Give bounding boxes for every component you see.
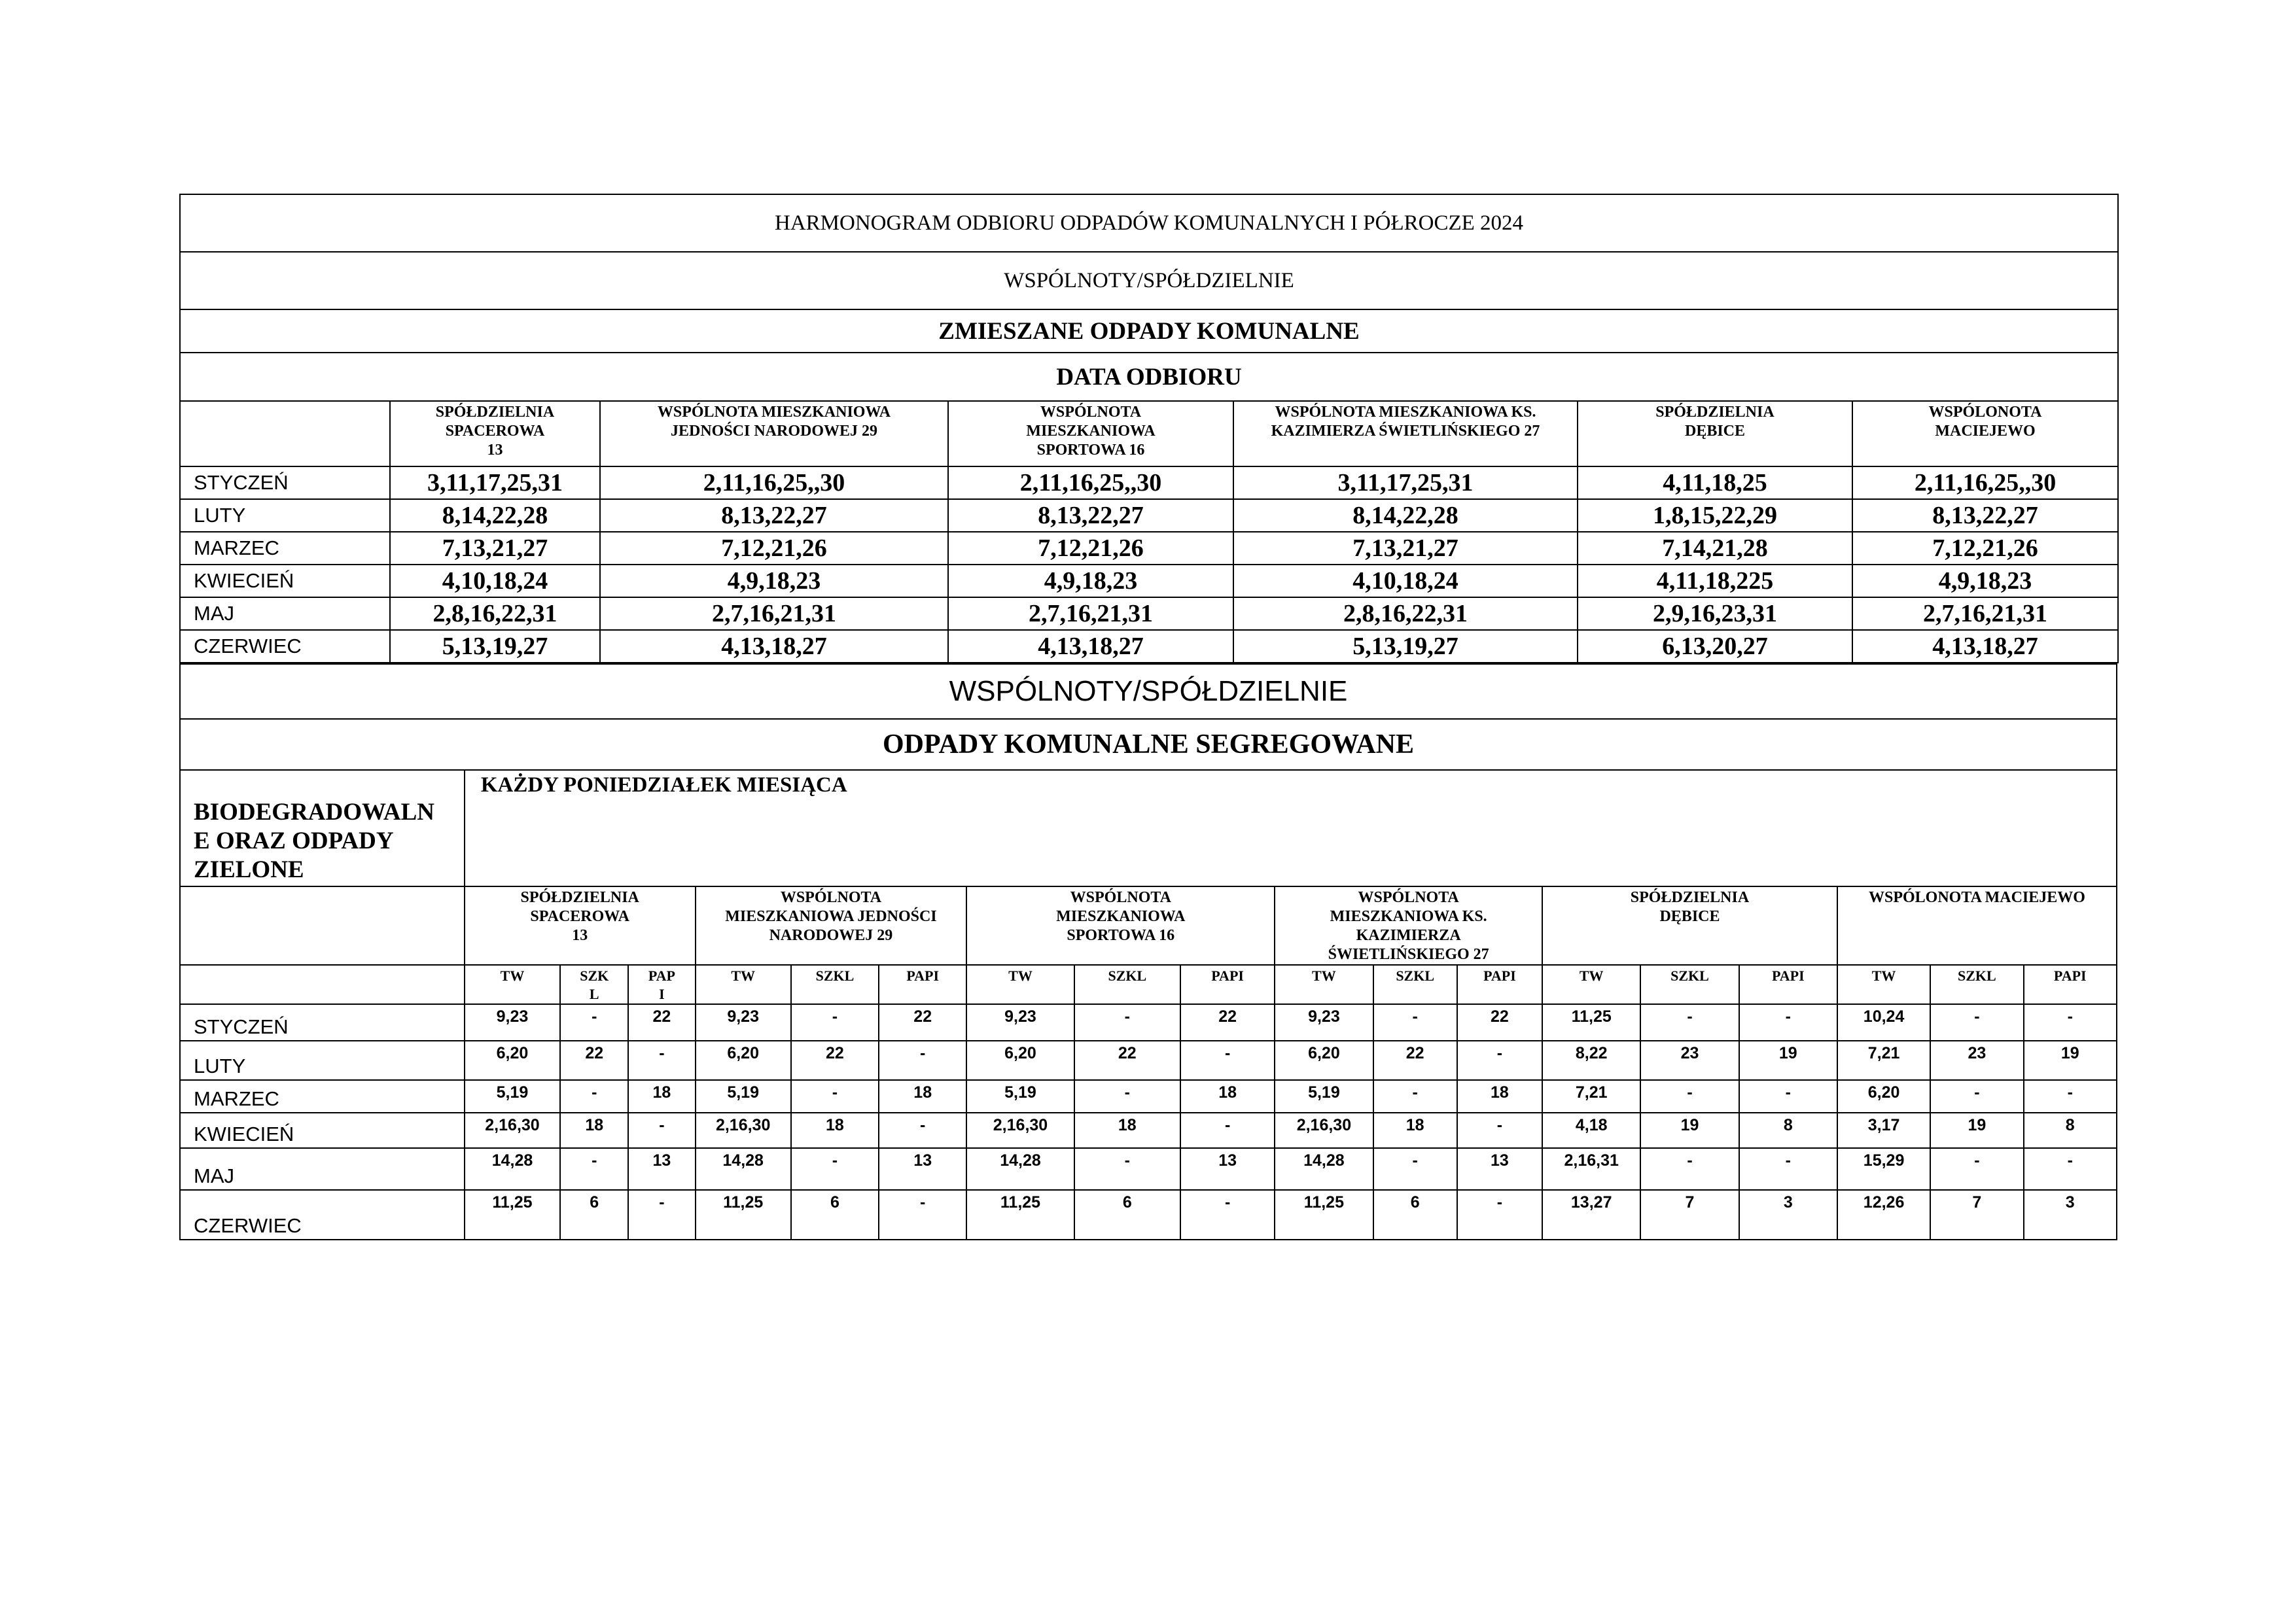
bio-label-line-3: ZIELONE bbox=[194, 856, 304, 883]
pickup-value: - bbox=[2024, 1080, 2117, 1113]
month-row bbox=[180, 1041, 2117, 1080]
pickup-value: 18 bbox=[1457, 1080, 1542, 1113]
segregated-subheader-row bbox=[180, 965, 2117, 1004]
pickup-value: 18 bbox=[1074, 1113, 1180, 1148]
location-header-line: SPORTOWA 16 bbox=[1067, 927, 1175, 944]
location-header-line: WSPÓLONOTA MACIEJEWO bbox=[1869, 889, 2085, 906]
location-header bbox=[1578, 401, 1852, 466]
waste-type-tw: TW bbox=[465, 965, 560, 1004]
pickup-value: 11,25 bbox=[1275, 1190, 1373, 1240]
pickup-value: - bbox=[1739, 1148, 1837, 1190]
waste-type-paper-line: PAPI bbox=[2053, 968, 2087, 984]
month-row bbox=[180, 499, 2118, 532]
month-label: KWIECIEŃ bbox=[180, 565, 390, 597]
pickup-value: 13 bbox=[628, 1148, 695, 1190]
pickup-dates: 4,11,18,225 bbox=[1578, 565, 1852, 597]
pickup-value: 22 bbox=[1457, 1004, 1542, 1041]
location-header-line: 13 bbox=[572, 927, 588, 944]
pickup-value: 2,16,30 bbox=[696, 1113, 791, 1148]
month-label: CZERWIEC bbox=[180, 1190, 465, 1240]
pickup-value: - bbox=[1739, 1004, 1837, 1041]
pickup-dates: 2,7,16,21,31 bbox=[948, 597, 1233, 630]
month-label: LUTY bbox=[180, 499, 390, 532]
pickup-value: - bbox=[628, 1041, 695, 1080]
pickup-value: 2,16,30 bbox=[465, 1113, 560, 1148]
waste-type-glass-line: SZKL bbox=[1670, 968, 1709, 984]
waste-type-paper-line: PAPI bbox=[1771, 968, 1805, 984]
pickup-value: 18 bbox=[791, 1113, 879, 1148]
pickup-dates: 7,12,21,26 bbox=[1852, 532, 2118, 565]
segregated-column-header-row bbox=[180, 886, 2117, 965]
pickup-dates: 1,8,15,22,29 bbox=[1578, 499, 1852, 532]
pickup-value: 13 bbox=[1457, 1148, 1542, 1190]
pickup-value: 2,16,31 bbox=[1542, 1148, 1640, 1190]
pickup-value: 9,23 bbox=[465, 1004, 560, 1041]
waste-type-paper-line: PAP bbox=[648, 968, 675, 984]
pickup-dates: 3,11,17,25,31 bbox=[390, 466, 600, 499]
location-header-line: SPORTOWA 16 bbox=[1036, 442, 1145, 459]
waste-type-tw: TW bbox=[1542, 965, 1640, 1004]
empty-subheader-cell bbox=[180, 965, 465, 1004]
pickup-value: - bbox=[1074, 1004, 1180, 1041]
pickup-dates: 4,10,18,24 bbox=[1233, 565, 1578, 597]
waste-type-paper-line: I bbox=[659, 986, 665, 1002]
pickup-value: 11,25 bbox=[1542, 1004, 1640, 1041]
pickup-value: 13 bbox=[879, 1148, 966, 1190]
month-label: LUTY bbox=[180, 1041, 465, 1080]
pickup-dates: 2,8,16,22,31 bbox=[1233, 597, 1578, 630]
pickup-value: 18 bbox=[628, 1080, 695, 1113]
waste-type-glass-line: L bbox=[589, 986, 599, 1002]
waste-type-glass-line: SZKL bbox=[815, 968, 855, 984]
waste-type-paper bbox=[2024, 965, 2117, 1004]
waste-type-glass-line: SZKL bbox=[1108, 968, 1147, 984]
empty-header-cell bbox=[180, 401, 390, 466]
waste-type-glass-line: SZK bbox=[580, 968, 609, 984]
pickup-value: - bbox=[1373, 1004, 1457, 1041]
pickup-value: 8 bbox=[1739, 1113, 1837, 1148]
segregated-waste-table bbox=[179, 663, 2117, 1240]
pickup-value: - bbox=[1739, 1080, 1837, 1113]
pickup-value: - bbox=[1074, 1148, 1180, 1190]
mixed-column-header-row bbox=[180, 401, 2118, 466]
waste-type-paper bbox=[1180, 965, 1275, 1004]
segregated-waste-heading: ODPADY KOMUNALNE SEGREGOWANE bbox=[180, 719, 2117, 770]
pickup-value: 11,25 bbox=[966, 1190, 1074, 1240]
pickup-value: - bbox=[560, 1080, 628, 1113]
pickup-value: 6,20 bbox=[696, 1041, 791, 1080]
pickup-value: 22 bbox=[879, 1004, 966, 1041]
pickup-value: 9,23 bbox=[696, 1004, 791, 1041]
location-header-line: WSPÓLNOTA bbox=[780, 889, 882, 906]
pickup-dates: 5,13,19,27 bbox=[1233, 630, 1578, 663]
pickup-value: 22 bbox=[1373, 1041, 1457, 1080]
pickup-value: 18 bbox=[560, 1113, 628, 1148]
pickup-value: - bbox=[1457, 1190, 1542, 1240]
location-header bbox=[948, 401, 1233, 466]
waste-type-glass bbox=[1640, 965, 1739, 1004]
pickup-value: - bbox=[628, 1190, 695, 1240]
pickup-value: 2,16,30 bbox=[966, 1113, 1074, 1148]
location-header-line: SPACEROWA bbox=[445, 423, 545, 440]
pickup-value: 18 bbox=[879, 1080, 966, 1113]
pickup-value: 9,23 bbox=[966, 1004, 1074, 1041]
bio-label-line-1: BIODEGRADOWALN bbox=[194, 799, 434, 826]
pickup-value: 5,19 bbox=[696, 1080, 791, 1113]
pickup-value: 22 bbox=[560, 1041, 628, 1080]
month-row bbox=[180, 565, 2118, 597]
location-header-line: SPÓŁDZIELNIA bbox=[520, 889, 639, 906]
pickup-value: 19 bbox=[1930, 1113, 2023, 1148]
pickup-dates: 7,13,21,27 bbox=[1233, 532, 1578, 565]
waste-type-glass bbox=[1930, 965, 2023, 1004]
pickup-dates: 4,9,18,23 bbox=[600, 565, 948, 597]
pickup-value: 3 bbox=[1739, 1190, 1837, 1240]
pickup-value: 11,25 bbox=[696, 1190, 791, 1240]
mixed-waste-body bbox=[180, 466, 2118, 663]
pickup-value: 7,21 bbox=[1837, 1041, 1930, 1080]
month-row bbox=[180, 1148, 2117, 1190]
month-row bbox=[180, 630, 2118, 663]
pickup-value: - bbox=[791, 1148, 879, 1190]
pickup-value: 22 bbox=[1180, 1004, 1275, 1041]
location-header bbox=[465, 886, 696, 965]
pickup-dates: 5,13,19,27 bbox=[390, 630, 600, 663]
pickup-value: - bbox=[1640, 1080, 1739, 1113]
location-header bbox=[1275, 886, 1542, 965]
pickup-dates: 2,7,16,21,31 bbox=[600, 597, 948, 630]
pickup-value: - bbox=[1930, 1080, 2023, 1113]
month-label: STYCZEŃ bbox=[180, 1004, 465, 1041]
location-header bbox=[966, 886, 1275, 965]
waste-type-tw: TW bbox=[1275, 965, 1373, 1004]
pickup-value: 6,20 bbox=[1275, 1041, 1373, 1080]
location-header-line: ŚWIETLIŃSKIEGO 27 bbox=[1328, 946, 1489, 963]
pickup-dates: 7,13,21,27 bbox=[390, 532, 600, 565]
month-label: CZERWIEC bbox=[180, 630, 390, 663]
pickup-value: 6 bbox=[1074, 1190, 1180, 1240]
pickup-dates: 4,13,18,27 bbox=[1852, 630, 2118, 663]
pickup-value: 8,22 bbox=[1542, 1041, 1640, 1080]
waste-type-glass bbox=[1373, 965, 1457, 1004]
location-header bbox=[1542, 886, 1837, 965]
waste-type-glass bbox=[560, 965, 628, 1004]
pickup-value: 13,27 bbox=[1542, 1190, 1640, 1240]
pickup-value: 18 bbox=[1180, 1080, 1275, 1113]
waste-type-tw: TW bbox=[1837, 965, 1930, 1004]
pickup-dates: 4,9,18,23 bbox=[948, 565, 1233, 597]
waste-type-glass bbox=[791, 965, 879, 1004]
pickup-value: 5,19 bbox=[465, 1080, 560, 1113]
location-header-line: MIESZKANIOWA JEDNOŚCI bbox=[725, 908, 937, 925]
waste-type-paper-line: PAPI bbox=[1483, 968, 1516, 984]
pickup-value: - bbox=[1640, 1148, 1739, 1190]
location-header bbox=[600, 401, 948, 466]
pickup-dates: 2,11,16,25,,30 bbox=[600, 466, 948, 499]
pickup-value: - bbox=[879, 1113, 966, 1148]
segregated-waste-body bbox=[180, 1004, 2117, 1240]
pickup-dates: 4,13,18,27 bbox=[600, 630, 948, 663]
waste-type-paper-line: PAPI bbox=[906, 968, 940, 984]
month-row bbox=[180, 597, 2118, 630]
pickup-value: 14,28 bbox=[696, 1148, 791, 1190]
pickup-dates: 8,13,22,27 bbox=[948, 499, 1233, 532]
document-title: HARMONOGRAM ODBIORU ODPADÓW KOMUNALNYCH I PÓŁROCZE 2024 bbox=[180, 194, 2118, 252]
location-header bbox=[390, 401, 600, 466]
month-row bbox=[180, 1113, 2117, 1148]
pickup-dates: 2,11,16,25,,30 bbox=[1852, 466, 2118, 499]
pickup-dates: 7,12,21,26 bbox=[948, 532, 1233, 565]
pickup-value: - bbox=[1074, 1080, 1180, 1113]
location-header-line: SPÓŁDZIELNIA bbox=[1630, 889, 1750, 906]
pickup-value: - bbox=[1180, 1041, 1275, 1080]
pickup-value: 19 bbox=[2024, 1041, 2117, 1080]
pickup-value: 15,29 bbox=[1837, 1148, 1930, 1190]
pickup-dates: 8,14,22,28 bbox=[1233, 499, 1578, 532]
location-header-line: MIESZKANIOWA bbox=[1056, 908, 1186, 925]
month-label: MARZEC bbox=[180, 532, 390, 565]
month-label: MAJ bbox=[180, 1148, 465, 1190]
location-header-line: NARODOWEJ 29 bbox=[769, 927, 893, 944]
month-row bbox=[180, 532, 2118, 565]
location-header-line: MACIEJEWO bbox=[1935, 423, 2036, 440]
pickup-value: 10,24 bbox=[1837, 1004, 1930, 1041]
pickup-dates: 8,14,22,28 bbox=[390, 499, 600, 532]
waste-type-paper bbox=[1739, 965, 1837, 1004]
location-header-line: SPÓŁDZIELNIA bbox=[435, 404, 555, 421]
pickup-date-heading: DATA ODBIORU bbox=[180, 353, 2118, 401]
mixed-waste-table bbox=[179, 194, 2119, 663]
waste-type-paper bbox=[879, 965, 966, 1004]
pickup-value: 23 bbox=[1930, 1041, 2023, 1080]
month-row bbox=[180, 1080, 2117, 1113]
pickup-value: - bbox=[560, 1148, 628, 1190]
pickup-value: - bbox=[1640, 1004, 1739, 1041]
pickup-dates: 4,11,18,25 bbox=[1578, 466, 1852, 499]
pickup-value: 18 bbox=[1373, 1113, 1457, 1148]
pickup-value: - bbox=[1457, 1113, 1542, 1148]
pickup-value: 12,26 bbox=[1837, 1190, 1930, 1240]
pickup-dates: 4,13,18,27 bbox=[948, 630, 1233, 663]
location-header-line: SPACEROWA bbox=[530, 908, 629, 925]
location-header bbox=[1852, 401, 2118, 466]
waste-type-tw: TW bbox=[966, 965, 1074, 1004]
month-row bbox=[180, 1190, 2117, 1240]
group-subtitle: WSPÓLNOTY/SPÓŁDZIELNIE bbox=[180, 252, 2118, 309]
month-row bbox=[180, 466, 2118, 499]
pickup-dates: 4,10,18,24 bbox=[390, 565, 600, 597]
pickup-value: 7 bbox=[1640, 1190, 1739, 1240]
pickup-dates: 3,11,17,25,31 bbox=[1233, 466, 1578, 499]
location-header bbox=[1837, 886, 2117, 965]
location-header-line: WSPÓLNOTA bbox=[1358, 889, 1459, 906]
pickup-value: - bbox=[2024, 1004, 2117, 1041]
location-header-line: 13 bbox=[487, 442, 503, 459]
pickup-dates: 4,9,18,23 bbox=[1852, 565, 2118, 597]
pickup-value: 6,20 bbox=[1837, 1080, 1930, 1113]
waste-type-paper bbox=[628, 965, 695, 1004]
segregated-group-subtitle: WSPÓLNOTY/SPÓŁDZIELNIE bbox=[180, 664, 2117, 719]
pickup-value: 7 bbox=[1930, 1190, 2023, 1240]
pickup-value: 2,16,30 bbox=[1275, 1113, 1373, 1148]
pickup-value: 4,18 bbox=[1542, 1113, 1640, 1148]
pickup-value: 3 bbox=[2024, 1190, 2117, 1240]
pickup-value: 6,20 bbox=[465, 1041, 560, 1080]
waste-type-glass bbox=[1074, 965, 1180, 1004]
pickup-value: 6 bbox=[1373, 1190, 1457, 1240]
pickup-value: - bbox=[1180, 1190, 1275, 1240]
pickup-value: - bbox=[2024, 1148, 2117, 1190]
pickup-value: 13 bbox=[1180, 1148, 1275, 1190]
pickup-value: 14,28 bbox=[966, 1148, 1074, 1190]
pickup-value: - bbox=[791, 1080, 879, 1113]
pickup-value: 7,21 bbox=[1542, 1080, 1640, 1113]
pickup-value: 23 bbox=[1640, 1041, 1739, 1080]
pickup-value: 22 bbox=[1074, 1041, 1180, 1080]
pickup-value: 22 bbox=[791, 1041, 879, 1080]
location-header-line: MIESZKANIOWA bbox=[1026, 423, 1156, 440]
location-header-line: KAZIMIERZA bbox=[1356, 927, 1461, 944]
pickup-value: 11,25 bbox=[465, 1190, 560, 1240]
pickup-value: 19 bbox=[1640, 1113, 1739, 1148]
pickup-value: - bbox=[1930, 1004, 2023, 1041]
pickup-dates: 2,8,16,22,31 bbox=[390, 597, 600, 630]
pickup-value: 6,20 bbox=[966, 1041, 1074, 1080]
pickup-dates: 8,13,22,27 bbox=[1852, 499, 2118, 532]
location-header-line: JEDNOŚCI NARODOWEJ 29 bbox=[670, 423, 878, 440]
pickup-value: 8 bbox=[2024, 1113, 2117, 1148]
pickup-value: - bbox=[628, 1113, 695, 1148]
location-header-line: DĘBICE bbox=[1684, 423, 1746, 440]
pickup-dates: 7,14,21,28 bbox=[1578, 532, 1852, 565]
pickup-value: 6 bbox=[560, 1190, 628, 1240]
schedule-sheet bbox=[179, 194, 2117, 1240]
month-label: STYCZEŃ bbox=[180, 466, 390, 499]
location-header-line: KAZIMIERZA ŚWIETLIŃSKIEGO 27 bbox=[1271, 423, 1540, 440]
waste-type-glass-line: SZKL bbox=[1958, 968, 1996, 984]
pickup-value: 19 bbox=[1739, 1041, 1837, 1080]
pickup-dates: 6,13,20,27 bbox=[1578, 630, 1852, 663]
month-label: MARZEC bbox=[180, 1080, 465, 1113]
location-header bbox=[696, 886, 967, 965]
location-header-line: SPÓŁDZIELNIA bbox=[1655, 404, 1775, 421]
pickup-value: 5,19 bbox=[1275, 1080, 1373, 1113]
every-monday-note: KAŻDY PONIEDZIAŁEK MIESIĄCA bbox=[465, 770, 2117, 886]
pickup-value: - bbox=[1373, 1080, 1457, 1113]
waste-type-glass-line: SZKL bbox=[1396, 968, 1435, 984]
pickup-value: - bbox=[1180, 1113, 1275, 1148]
pickup-value: - bbox=[1457, 1041, 1542, 1080]
pickup-value: - bbox=[791, 1004, 879, 1041]
pickup-value: 5,19 bbox=[966, 1080, 1074, 1113]
location-header-line: WSPÓLNOTA MIESZKANIOWA bbox=[657, 404, 891, 421]
waste-type-tw: TW bbox=[696, 965, 791, 1004]
empty-header-cell bbox=[180, 886, 465, 965]
location-header bbox=[1233, 401, 1578, 466]
month-label: MAJ bbox=[180, 597, 390, 630]
pickup-dates: 8,13,22,27 bbox=[600, 499, 948, 532]
pickup-value: - bbox=[1930, 1148, 2023, 1190]
waste-type-paper bbox=[1457, 965, 1542, 1004]
location-header-line: WSPÓLONOTA bbox=[1928, 404, 2042, 421]
mixed-waste-heading: ZMIESZANE ODPADY KOMUNALNE bbox=[180, 309, 2118, 353]
pickup-value: 6 bbox=[791, 1190, 879, 1240]
pickup-value: - bbox=[879, 1190, 966, 1240]
pickup-dates: 2,11,16,25,,30 bbox=[948, 466, 1233, 499]
pickup-value: - bbox=[560, 1004, 628, 1041]
location-header-line: WSPÓLNOTA bbox=[1040, 404, 1142, 421]
bio-label-line-2: E ORAZ ODPADY bbox=[194, 828, 394, 854]
month-row bbox=[180, 1004, 2117, 1041]
pickup-dates: 2,7,16,21,31 bbox=[1852, 597, 2118, 630]
waste-type-paper-line: PAPI bbox=[1211, 968, 1244, 984]
month-label: KWIECIEŃ bbox=[180, 1113, 465, 1148]
pickup-value: - bbox=[1373, 1148, 1457, 1190]
location-header-line: MIESZKANIOWA KS. bbox=[1330, 908, 1487, 925]
location-header-line: WSPÓLNOTA bbox=[1070, 889, 1171, 906]
location-header-line: WSPÓLNOTA MIESZKANIOWA KS. bbox=[1275, 404, 1536, 421]
pickup-dates: 7,12,21,26 bbox=[600, 532, 948, 565]
location-header-line: DĘBICE bbox=[1659, 908, 1720, 925]
biodegradable-label bbox=[180, 770, 465, 886]
pickup-value: 3,17 bbox=[1837, 1113, 1930, 1148]
pickup-value: 22 bbox=[628, 1004, 695, 1041]
pickup-dates: 2,9,16,23,31 bbox=[1578, 597, 1852, 630]
pickup-value: 14,28 bbox=[465, 1148, 560, 1190]
pickup-value: - bbox=[879, 1041, 966, 1080]
pickup-value: 9,23 bbox=[1275, 1004, 1373, 1041]
pickup-value: 14,28 bbox=[1275, 1148, 1373, 1190]
